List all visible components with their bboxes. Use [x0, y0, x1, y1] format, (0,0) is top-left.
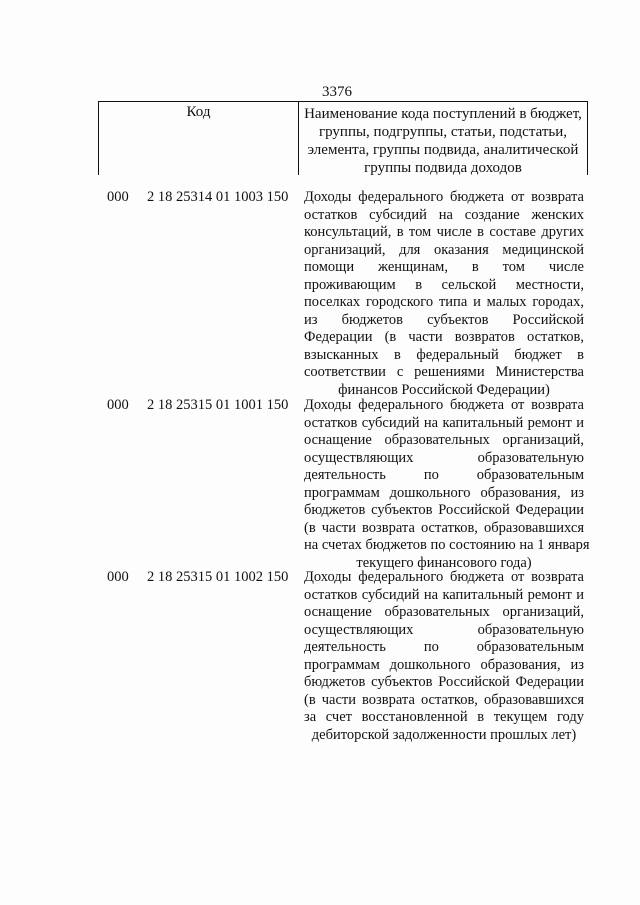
admin-code: 000	[107, 569, 129, 585]
description-line: программам дошкольного образования, из	[304, 656, 584, 673]
income-description	[304, 397, 590, 572]
page-number: 3376	[322, 84, 352, 100]
description-line: консультаций, в том числе в составе других	[304, 224, 584, 240]
admin-code: 000	[107, 397, 129, 413]
description-line: осуществляющих образовательную	[304, 621, 584, 638]
income-description	[304, 569, 584, 744]
description-line: Доходы федерального бюджета от возврата	[304, 569, 584, 585]
description-line: (в части возврата остатков, образовавшихся	[304, 519, 584, 536]
description-line: проживающим в сельской местности,	[304, 276, 584, 293]
description-line: на счетах бюджетов по состоянию на 1 января	[304, 537, 590, 553]
description-line: Доходы федерального бюджета от возврата	[304, 189, 584, 205]
header-name-line: элемента, группы подвида, аналитической	[307, 142, 579, 158]
description-line: остатков субсидий на создание женских	[304, 206, 584, 223]
header-code-label: Код	[99, 102, 299, 175]
header-name-line: Наименование кода поступлений в бюджет,	[304, 106, 582, 122]
description-line: помощи женщинам, в том числе	[304, 259, 584, 275]
description-line: соответствии с решениями Министерства	[304, 364, 584, 380]
description-line: деятельность по образовательным	[304, 467, 584, 483]
description-line: остатков субсидий на капитальный ремонт и	[304, 586, 584, 603]
table-row	[0, 189, 640, 397]
table-row	[0, 397, 640, 569]
income-code: 2 18 25315 01 1002 150	[147, 569, 289, 585]
description-line: Федерации (в части возвратов остатков,	[304, 329, 584, 345]
description-line: программам дошкольного образования, из	[304, 484, 584, 501]
description-line: оснащение образовательных организаций,	[304, 604, 584, 620]
description-line: бюджетов субъектов Российской Федерации	[304, 674, 584, 690]
header-name-label	[299, 102, 587, 175]
description-line: из бюджетов субъектов Российской	[304, 311, 584, 328]
description-line: бюджетов субъектов Российской Федерации	[304, 502, 584, 518]
description-line: организаций, для оказания медицинской	[304, 241, 584, 258]
description-line: Доходы федерального бюджета от возврата	[304, 397, 584, 413]
description-line: финансов Российской Федерации)	[338, 381, 550, 398]
table-row	[0, 569, 640, 745]
admin-code: 000	[107, 189, 129, 205]
description-line: дебиторской задолженности прошлых лет)	[311, 726, 577, 743]
header-name-line: группы, подгруппы, статьи, подстатьи,	[318, 124, 568, 140]
description-line: поселках городского типа и малых городах,	[304, 294, 584, 310]
description-line: деятельность по образовательным	[304, 639, 584, 655]
description-line: взысканных в федеральный бюджет в	[304, 346, 584, 363]
header-name-line: группы подвида доходов	[364, 160, 522, 176]
income-code-list	[0, 189, 640, 745]
description-line: оснащение образовательных организаций,	[304, 432, 584, 448]
income-code: 2 18 25315 01 1001 150	[147, 397, 289, 413]
description-line: осуществляющих образовательную	[304, 449, 584, 466]
table-header	[98, 101, 588, 175]
description-line: за счет восстановленной в текущем году	[304, 709, 584, 725]
income-description	[304, 189, 584, 399]
description-line: (в части возврата остатков, образовавшихся	[304, 691, 584, 708]
income-code: 2 18 25314 01 1003 150	[147, 189, 289, 205]
description-line: текущего финансового года)	[356, 554, 532, 571]
description-line: остатков субсидий на капитальный ремонт и	[304, 414, 584, 431]
